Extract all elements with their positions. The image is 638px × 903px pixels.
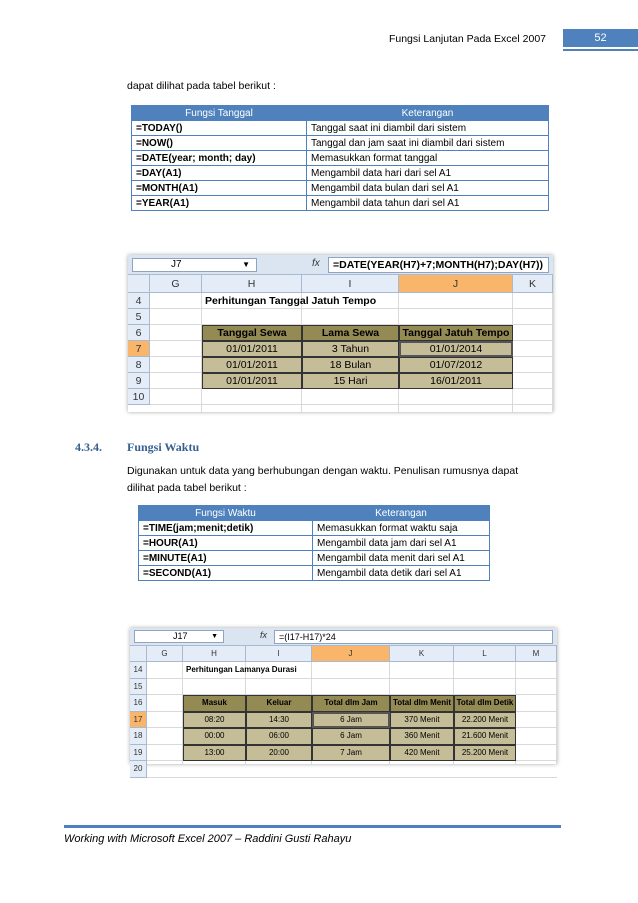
table-cell[interactable]: 13:00 bbox=[183, 745, 246, 762]
table-cell[interactable]: 01/01/2011 bbox=[202, 341, 302, 357]
table-cell[interactable]: 01/01/2014 bbox=[399, 341, 513, 357]
table-header-fungsi: Fungsi Waktu bbox=[139, 506, 313, 521]
table-cell[interactable]: 6 Jam bbox=[312, 728, 390, 745]
fx-icon[interactable]: fx bbox=[312, 258, 320, 269]
table-row bbox=[132, 181, 549, 196]
table-header-cell[interactable]: Lama Sewa bbox=[302, 325, 399, 341]
table-cell[interactable]: 06:00 bbox=[246, 728, 312, 745]
table-row bbox=[132, 166, 549, 181]
description-cell: Mengambil data bulan dari sel A1 bbox=[307, 181, 549, 196]
table-header-cell[interactable]: Masuk bbox=[183, 695, 246, 712]
table-cell[interactable]: 08:20 bbox=[183, 712, 246, 729]
function-cell: =SECOND(A1) bbox=[139, 566, 313, 581]
table-cell[interactable]: 20:00 bbox=[246, 745, 312, 762]
table-cell[interactable]: 7 Jam bbox=[312, 745, 390, 762]
intro-text-2-line2: dilihat pada tabel berikut : bbox=[127, 482, 247, 494]
running-header-title: Fungsi Lanjutan Pada Excel 2007 bbox=[388, 33, 546, 45]
table-cell[interactable]: 01/01/2011 bbox=[202, 373, 302, 389]
function-cell: =TODAY() bbox=[132, 121, 307, 136]
description-cell: Tanggal saat ini diambil dari sistem bbox=[307, 121, 549, 136]
table-cell[interactable]: 25.200 Menit bbox=[454, 745, 516, 762]
description-cell: Mengambil data jam dari sel A1 bbox=[313, 536, 490, 551]
table-cell[interactable]: 14:30 bbox=[246, 712, 312, 729]
sheet-title: Perhitungan Lamanya Durasi bbox=[186, 665, 297, 674]
sheet-title: Perhitungan Tanggal Jatuh Tempo bbox=[205, 295, 377, 307]
column-header-i[interactable]: I bbox=[246, 646, 312, 662]
name-box-value: J17 bbox=[173, 631, 188, 641]
name-box[interactable] bbox=[132, 258, 257, 272]
table-row bbox=[132, 136, 549, 151]
row-header-19[interactable]: 19 bbox=[130, 745, 147, 762]
row-header-6[interactable]: 6 bbox=[128, 325, 150, 341]
row-header-17[interactable]: 17 bbox=[130, 712, 147, 729]
table-header-cell[interactable]: Total dlm Jam bbox=[312, 695, 390, 712]
table-header-keterangan: Keterangan bbox=[313, 506, 490, 521]
function-cell: =DATE(year; month; day) bbox=[132, 151, 307, 166]
function-cell: =HOUR(A1) bbox=[139, 536, 313, 551]
description-cell: Mengambil data hari dari sel A1 bbox=[307, 166, 549, 181]
table-row bbox=[132, 121, 549, 136]
column-header-m[interactable]: M bbox=[516, 646, 557, 662]
column-header-k[interactable]: K bbox=[513, 275, 553, 293]
footer-rule bbox=[64, 825, 561, 828]
table-cell[interactable]: 18 Bulan bbox=[302, 357, 399, 373]
row-header-9[interactable]: 9 bbox=[128, 373, 150, 389]
table-header-keterangan: Keterangan bbox=[307, 106, 549, 121]
table-body bbox=[139, 521, 490, 581]
row-header-7[interactable]: 7 bbox=[128, 341, 150, 357]
excel-screenshot-date bbox=[128, 255, 553, 412]
worksheet-grid[interactable] bbox=[128, 275, 553, 412]
table-header-cell[interactable]: Keluar bbox=[246, 695, 312, 712]
row-header-15[interactable]: 15 bbox=[130, 679, 147, 696]
function-cell: =NOW() bbox=[132, 136, 307, 151]
table-cell[interactable]: 15 Hari bbox=[302, 373, 399, 389]
page-number: 52 bbox=[563, 29, 638, 47]
row-header-14[interactable]: 14 bbox=[130, 662, 147, 679]
table-cell[interactable]: 6 Jam bbox=[312, 712, 390, 729]
row-header-10[interactable]: 10 bbox=[128, 389, 150, 405]
column-header-h[interactable]: H bbox=[183, 646, 246, 662]
table-fungsi-waktu bbox=[138, 505, 490, 581]
table-cell[interactable]: 360 Menit bbox=[390, 728, 454, 745]
table-header-cell[interactable]: Total dlm Detik bbox=[454, 695, 516, 712]
column-header-i[interactable]: I bbox=[302, 275, 399, 293]
function-cell: =DAY(A1) bbox=[132, 166, 307, 181]
name-box[interactable] bbox=[134, 630, 224, 643]
description-cell: Tanggal dan jam saat ini diambil dari sistem bbox=[307, 136, 549, 151]
function-cell: =MONTH(A1) bbox=[132, 181, 307, 196]
table-cell[interactable]: 3 Tahun bbox=[302, 341, 399, 357]
table-row bbox=[132, 151, 549, 166]
formula-input[interactable]: =(I17-H17)*24 bbox=[274, 630, 553, 644]
row-header-4[interactable]: 4 bbox=[128, 293, 150, 309]
table-cell[interactable]: 16/01/2011 bbox=[399, 373, 513, 389]
column-header-l[interactable]: L bbox=[454, 646, 516, 662]
description-cell: Mengambil data tahun dari sel A1 bbox=[307, 196, 549, 211]
formula-bar bbox=[128, 255, 553, 275]
column-header-g[interactable]: G bbox=[150, 275, 202, 293]
description-cell: Memasukkan format tanggal bbox=[307, 151, 549, 166]
table-row bbox=[132, 196, 549, 211]
description-cell: Memasukkan format waktu saja bbox=[313, 521, 490, 536]
row-header-20[interactable]: 20 bbox=[130, 761, 147, 778]
row-header-8[interactable]: 8 bbox=[128, 357, 150, 373]
description-cell: Mengambil data menit dari sel A1 bbox=[313, 551, 490, 566]
function-cell: =YEAR(A1) bbox=[132, 196, 307, 211]
section-title: Fungsi Waktu bbox=[127, 440, 200, 454]
column-header-k[interactable]: K bbox=[390, 646, 454, 662]
table-header-cell[interactable]: Tanggal Sewa bbox=[202, 325, 302, 341]
intro-text-2-line1: Digunakan untuk data yang berhubungan dengan waktu. Penulisan rumusnya dapat bbox=[127, 465, 519, 477]
description-cell: Mengambil data detik dari sel A1 bbox=[313, 566, 490, 581]
select-all-corner[interactable] bbox=[128, 275, 150, 293]
footer-text: Working with Microsoft Excel 2007 – Raddini Gusti Rahayu bbox=[64, 833, 352, 845]
row-header-18[interactable]: 18 bbox=[130, 728, 147, 745]
section-number: 4.3.4. bbox=[75, 440, 102, 454]
chevron-down-icon[interactable]: ▼ bbox=[211, 633, 218, 640]
table-cell[interactable]: 01/07/2012 bbox=[399, 357, 513, 373]
table-fungsi-tanggal bbox=[131, 105, 549, 211]
header-rule bbox=[563, 49, 638, 51]
gridline bbox=[552, 293, 553, 412]
excel-screenshot-time bbox=[130, 628, 557, 773]
row-header-5[interactable]: 5 bbox=[128, 309, 150, 325]
table-row bbox=[139, 551, 490, 566]
column-header-j[interactable]: J bbox=[399, 275, 513, 293]
column-header-g[interactable]: G bbox=[147, 646, 183, 662]
select-all-corner[interactable] bbox=[130, 646, 147, 662]
row-header-16[interactable]: 16 bbox=[130, 695, 147, 712]
table-header-cell[interactable]: Tanggal Jatuh Tempo bbox=[399, 325, 513, 341]
table-cell[interactable]: 370 Menit bbox=[390, 712, 454, 729]
table-header-cell[interactable]: Total dlm Menit bbox=[390, 695, 454, 712]
table-body bbox=[132, 121, 549, 211]
gridline bbox=[147, 777, 557, 778]
worksheet-grid[interactable] bbox=[130, 646, 557, 773]
table-row bbox=[139, 521, 490, 536]
table-header-fungsi: Fungsi Tanggal bbox=[132, 106, 307, 121]
table-row bbox=[139, 566, 490, 581]
chevron-down-icon[interactable]: ▼ bbox=[242, 260, 250, 269]
gridline bbox=[150, 404, 553, 405]
column-header-h[interactable]: H bbox=[202, 275, 302, 293]
column-header-j[interactable]: J bbox=[312, 646, 390, 662]
table-cell[interactable]: 00:00 bbox=[183, 728, 246, 745]
fx-icon[interactable]: fx bbox=[260, 630, 268, 640]
table-row bbox=[139, 536, 490, 551]
function-cell: =MINUTE(A1) bbox=[139, 551, 313, 566]
formula-input[interactable]: =DATE(YEAR(H7)+7;MONTH(H7);DAY(H7)) bbox=[328, 257, 549, 273]
formula-bar bbox=[130, 628, 557, 646]
intro-text-1: dapat dilihat pada tabel berikut : bbox=[127, 80, 276, 92]
table-cell[interactable]: 22.200 Menit bbox=[454, 712, 516, 729]
table-cell[interactable]: 21.600 Menit bbox=[454, 728, 516, 745]
name-box-value: J7 bbox=[171, 259, 182, 270]
function-cell: =TIME(jam;menit;detik) bbox=[139, 521, 313, 536]
table-cell[interactable]: 420 Menit bbox=[390, 745, 454, 762]
gridline bbox=[556, 662, 557, 764]
table-cell[interactable]: 01/01/2011 bbox=[202, 357, 302, 373]
